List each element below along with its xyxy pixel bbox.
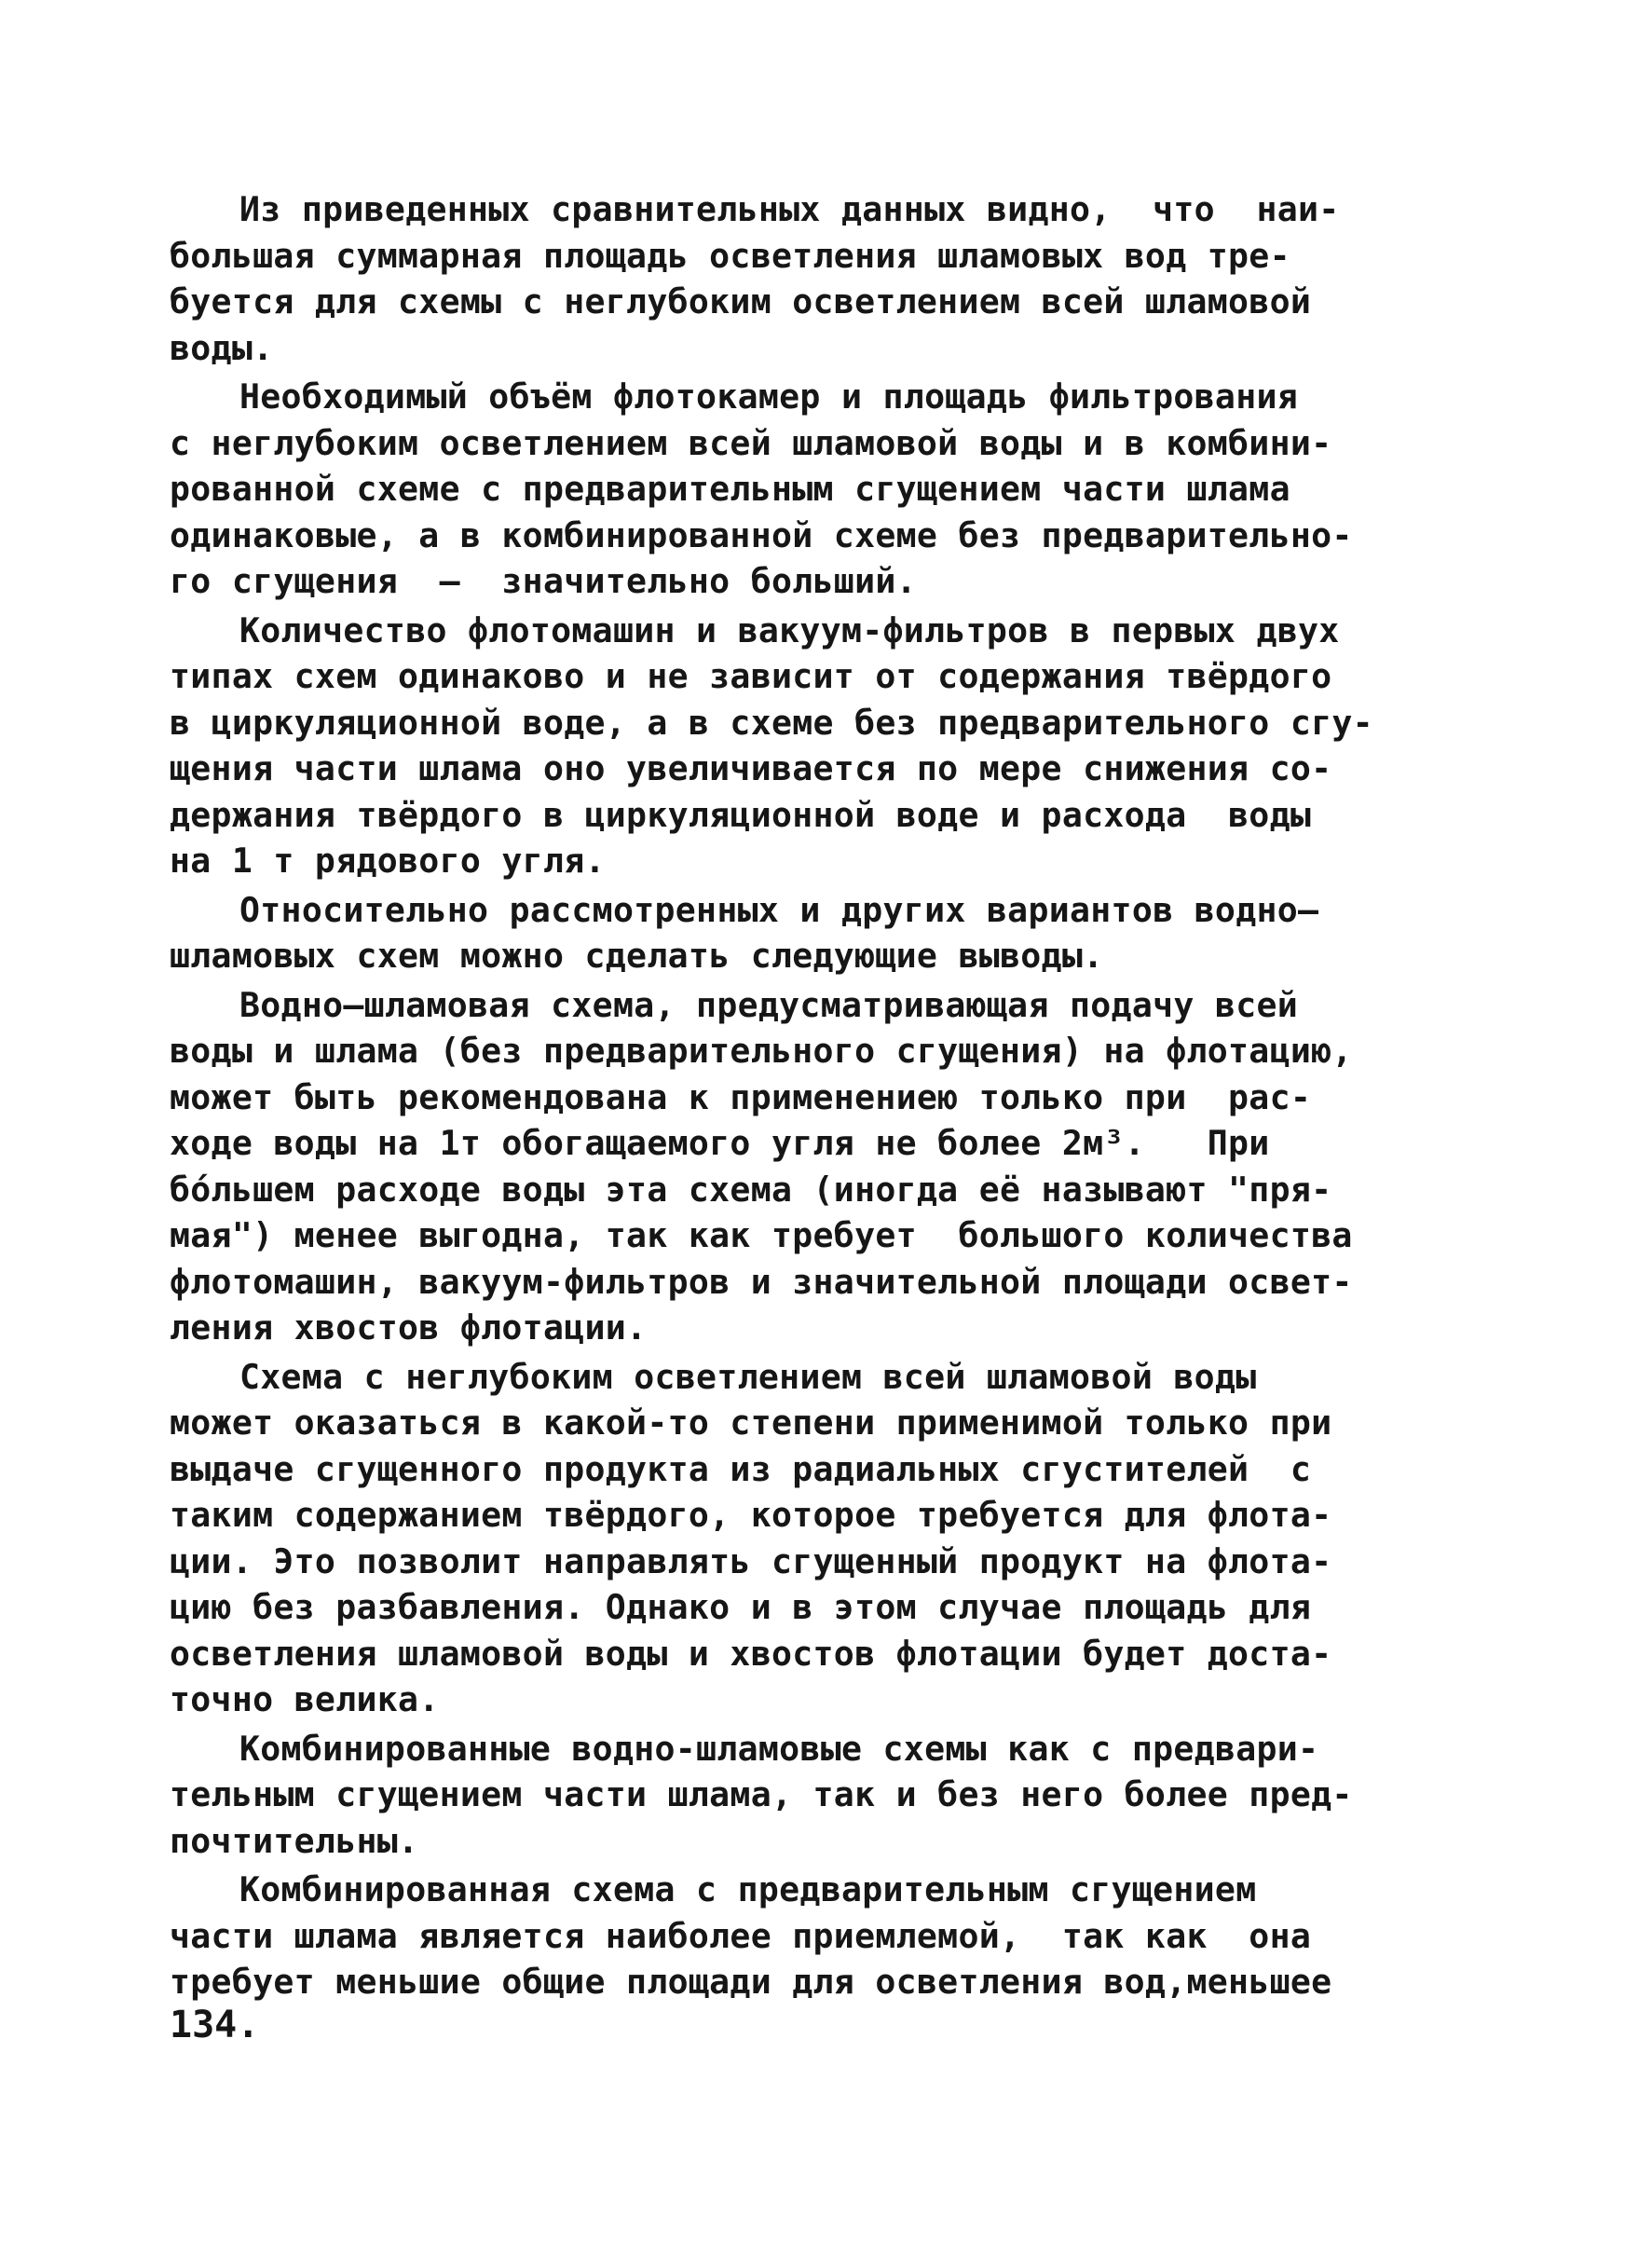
text-line: Необходимый объём флотокамер и площадь фильтрования — [239, 376, 1299, 417]
text-line: воды и шлама (без предварительного сгущения) на флотацию, — [170, 1031, 1353, 1071]
text-line: может быть рекомендована к применениею только при рас- — [170, 1076, 1312, 1117]
paragraph-4 — [170, 887, 1502, 979]
text-line: ходе воды на 1т обогащаемого угля не более 2м³. При — [170, 1123, 1270, 1163]
text-line: буется для схемы с неглубоким осветлением всей шламовой — [170, 281, 1312, 322]
paragraph-5 — [170, 982, 1502, 1351]
paragraph-8 — [170, 1867, 1502, 2005]
text-line: тельным сгущением части шлама, так и без него более пред- — [170, 1774, 1353, 1814]
page-number: 134. — [170, 2004, 260, 2046]
text-line: воды. — [170, 327, 274, 368]
text-line: флотомашин, вакуум-фильтров и значительной площади освет- — [170, 1261, 1353, 1302]
text-line: щения части шлама оно увеличивается по мере снижения со- — [170, 748, 1332, 788]
text-line: таким содержанием твёрдого, которое требуется для флота- — [170, 1495, 1332, 1535]
text-line: с неглубоким осветлением всей шламовой воды и в комбини- — [170, 422, 1332, 463]
paragraph-1 — [170, 186, 1502, 371]
text-line: в циркуляционной воде, а в схеме без предварительного сгу- — [170, 702, 1373, 743]
body-text — [170, 186, 1502, 2008]
text-line: части шлама является наиболее приемлемой, так как она — [170, 1915, 1312, 1956]
text-line: ления хвостов флотации. — [170, 1307, 648, 1348]
text-line: может оказаться в какой-то степени применимой только при — [170, 1402, 1332, 1443]
paragraph-6 — [170, 1354, 1502, 1723]
text-line: держания твёрдого в циркуляционной воде и расхода воды — [170, 794, 1312, 835]
text-line: одинаковые, а в комбинированной схеме без предварительно- — [170, 514, 1353, 555]
text-line: Из приведенных сравнительных данных видно, что наи- — [239, 189, 1340, 229]
paragraph-3 — [170, 608, 1502, 884]
text-line: Комбинированные водно-шламовые схемы как с предвари- — [239, 1728, 1319, 1769]
text-line: шламовых схем можно сделать следующие выводы. — [170, 936, 1104, 976]
text-line: почтительны. — [170, 1820, 419, 1861]
text-line: выдаче сгущенного продукта из радиальных сгустителей с — [170, 1448, 1312, 1489]
text-line: мая") менее выгодна, так как требует большого количества — [170, 1215, 1353, 1255]
text-line: Комбинированная схема с предварительным сгущением — [239, 1869, 1257, 1909]
text-line: осветления шламовой воды и хвостов флотации будет доста- — [170, 1633, 1332, 1674]
text-line: го сгущения – значительно больший. — [170, 561, 917, 601]
text-line: точно велика. — [170, 1679, 440, 1719]
text-line: бо́льшем расходе воды эта схема (иногда её называют "пря- — [170, 1169, 1332, 1210]
text-line: требует меньшие общие площади для осветления вод,меньшее — [170, 1962, 1332, 2002]
text-line: Водно–шламовая схема, предусматривающая подачу всей — [239, 984, 1299, 1025]
text-line: большая суммарная площадь осветления шламовых вод тре- — [170, 235, 1290, 276]
text-line: рованной схеме с предварительным сгущением части шлама — [170, 469, 1290, 509]
text-line: типах схем одинаково и не зависит от содержания твёрдого — [170, 656, 1332, 696]
text-line: на 1 т рядового угля. — [170, 841, 606, 881]
text-line: ции. Это позволит направлять сгущенный продукт на флота- — [170, 1540, 1332, 1581]
text-line: цию без разбавления. Однако и в этом случае площадь для — [170, 1587, 1312, 1627]
text-line: Количество флотомашин и вакуум-фильтров в первых двух — [239, 609, 1340, 650]
paragraph-2 — [170, 374, 1502, 605]
paragraph-7 — [170, 1726, 1502, 1865]
text-line: Относительно рассмотренных и других вариантов водно– — [239, 889, 1319, 930]
text-line: Схема с неглубоким осветлением всей шламовой воды — [239, 1356, 1257, 1397]
